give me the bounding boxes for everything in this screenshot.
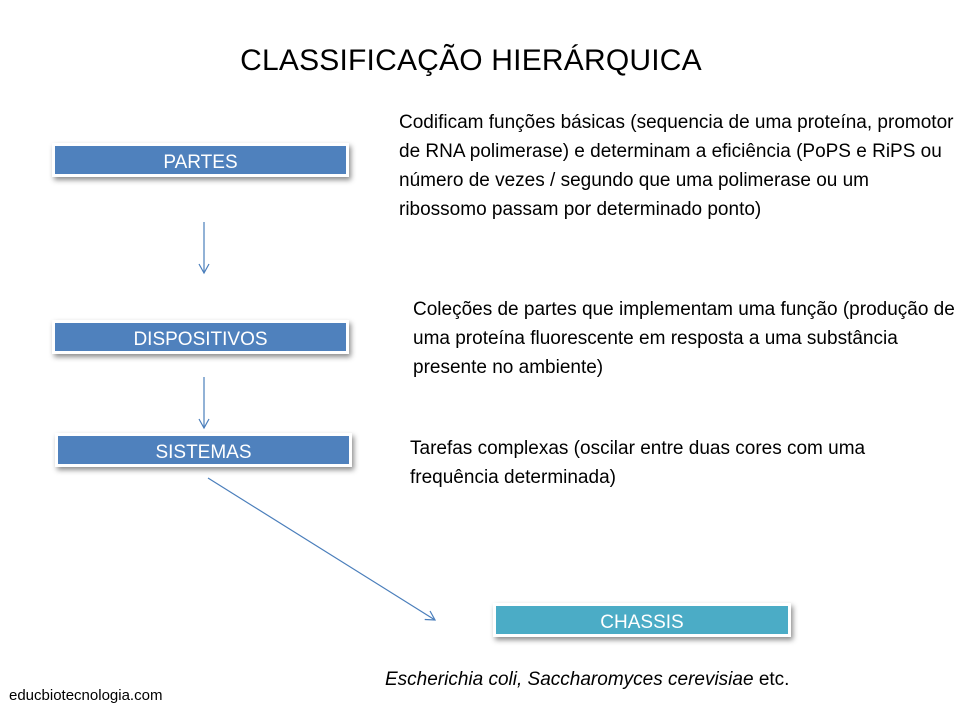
box-chassis: CHASSIS xyxy=(493,603,791,637)
chassis-suffix: etc. xyxy=(753,669,790,690)
page-title: CLASSIFICAÇÃO HIERÁRQUICA xyxy=(240,44,702,77)
description-chassis xyxy=(385,665,885,694)
description-sistemas: Tarefas complexas (oscilar entre duas cores com uma frequência determinada) xyxy=(410,438,866,488)
footer-website: educbiotecnologia.com xyxy=(9,687,163,704)
description-dispositivos: Coleções de partes que implementam uma função (produção de uma proteína fluorescente em resposta a uma substância presente no ambiente) xyxy=(413,299,955,378)
box-dispositivos: DISPOSITIVOS xyxy=(52,320,349,354)
description-partes: Codificam funções básicas (sequencia de uma proteína, promotor de RNA polimerase) e determinam a eficiência (PoPS e RiPS ou número de vezes / segundo que uma polimerase ou um ribossomo passam por determinado ponto) xyxy=(399,112,954,220)
arrow-sistemas-to-chassis xyxy=(208,478,435,620)
box-sistemas: SISTEMAS xyxy=(55,433,352,467)
chassis-organisms: Escherichia coli, Saccharomyces cerevisiae xyxy=(385,669,754,690)
box-partes: PARTES xyxy=(52,143,349,177)
